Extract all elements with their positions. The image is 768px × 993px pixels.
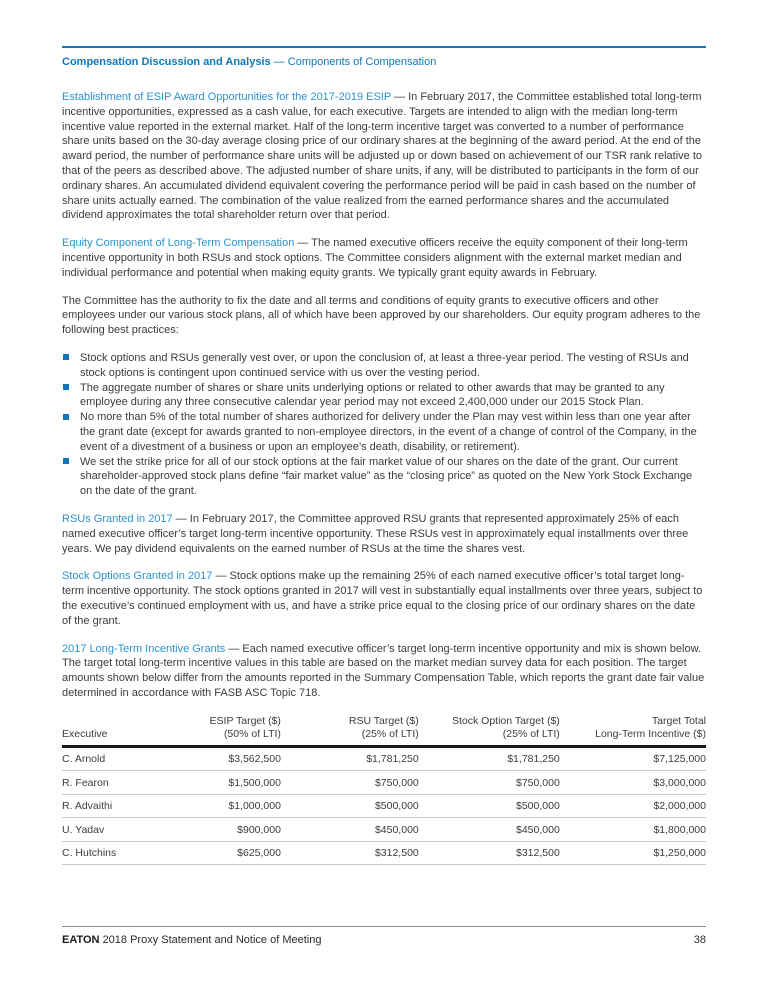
cell-target-total: $1,800,000 bbox=[560, 818, 706, 842]
cell-rsu-target: $1,781,250 bbox=[281, 746, 419, 771]
list-item-text: The aggregate number of shares or share units underlying options or related to other awards that may be granted to any employee during any three consecutive calendar year period may not exceed 2,400,000 under our 2015 Stock Plan. bbox=[80, 381, 665, 409]
cell-executive: R. Advaithi bbox=[62, 794, 171, 818]
column-header-rsu-target bbox=[281, 715, 419, 747]
cell-esip-target: $1,000,000 bbox=[171, 794, 280, 818]
paragraph-body: — In February 2017, the Committee approved RSU grants that represented approximately 25% of each named executive officer’s target long-term incentive opportunity. These RSUs vest in approximately equal installments over three years. We pay dividend equivalents on the earned number of RSUs at the time the shares vest. bbox=[62, 512, 689, 555]
list-item bbox=[62, 381, 706, 411]
paragraph-body: The Committee has the authority to fix the date and all terms and conditions of equity grants to executive officers and other employees under our various stock plans, all of which have been approved by our shareholders. Our equity program adheres to the following best practices: bbox=[62, 294, 701, 337]
list-item-text: No more than 5% of the total number of shares authorized for delivery under the Plan may vest within less than one year after the grant date (except for awards granted to non-employee directors, in the event of a change of control of the Company, in the event of a divestment of a business or upon an employee’s death, disability, or retirement). bbox=[80, 411, 697, 453]
column-header-text: Executive bbox=[62, 727, 108, 740]
list-item bbox=[62, 455, 706, 499]
column-header-text: RSU Target ($) bbox=[348, 714, 419, 727]
paragraph-lead: Stock Options Granted in 2017 bbox=[62, 570, 213, 583]
paragraph-lead: Establishment of ESIP Award Opportunities for the 2017-2019 ESIP bbox=[62, 91, 391, 103]
cell-option-target: $1,781,250 bbox=[419, 746, 560, 771]
column-header-option-target bbox=[419, 715, 560, 747]
page-content bbox=[62, 0, 706, 865]
cell-esip-target: $900,000 bbox=[171, 818, 280, 842]
column-header-text: (50% of LTI) bbox=[223, 727, 281, 740]
cell-option-target: $450,000 bbox=[419, 818, 560, 842]
footer-left bbox=[62, 934, 321, 946]
column-header-executive bbox=[62, 715, 171, 747]
bullet-square-icon bbox=[63, 384, 69, 390]
page-footer bbox=[62, 926, 706, 946]
footer-text: 2018 Proxy Statement and Notice of Meeting bbox=[102, 934, 322, 946]
cell-esip-target: $3,562,500 bbox=[171, 746, 280, 771]
column-header-text: (25% of LTI) bbox=[361, 727, 419, 740]
paragraph-equity-component bbox=[62, 236, 706, 280]
section-subtitle: — Components of Compensation bbox=[273, 56, 437, 68]
column-header-esip-target bbox=[171, 715, 280, 747]
paragraph-stock-options-granted bbox=[62, 569, 706, 628]
running-header bbox=[62, 55, 706, 69]
column-header-text: Stock Option Target ($) bbox=[452, 714, 560, 727]
paragraph-lti-grants bbox=[62, 642, 706, 701]
best-practices-list bbox=[62, 351, 706, 499]
paragraph-body: — Stock options make up the remaining 25% of each named executive officer’s total target long-term incentive opportunity. The stock options granted in 2017 will vest in substantially equal installments over three years, subject to the executive’s continued employment with us, and have a strike price equal to the closing price of our ordinary shares on the date of the grant. bbox=[62, 570, 703, 627]
table-row bbox=[62, 746, 706, 771]
lti-grants-table bbox=[62, 715, 706, 866]
paragraph-lead: Equity Component of Long-Term Compensation bbox=[62, 237, 295, 250]
column-header-text: Target Total bbox=[651, 714, 706, 727]
cell-target-total: $2,000,000 bbox=[560, 794, 706, 818]
table-row bbox=[62, 771, 706, 795]
cell-esip-target: $625,000 bbox=[171, 841, 280, 865]
cell-option-target: $500,000 bbox=[419, 794, 560, 818]
list-item-text: Stock options and RSUs generally vest over, or upon the conclusion of, at least a three-year period. The vesting of RSUs and stock options is contingent upon continued service with us over the vesting period. bbox=[80, 351, 689, 379]
column-header-text: (25% of LTI) bbox=[502, 727, 560, 740]
cell-executive: U. Yadav bbox=[62, 818, 171, 842]
cell-target-total: $7,125,000 bbox=[560, 746, 706, 771]
cell-target-total: $3,000,000 bbox=[560, 771, 706, 795]
header-rule bbox=[62, 46, 706, 48]
page-number: 38 bbox=[693, 934, 706, 946]
paragraph-esip-establishment bbox=[62, 90, 706, 223]
column-header-text: ESIP Target ($) bbox=[209, 714, 281, 727]
cell-executive: C. Arnold bbox=[62, 746, 171, 771]
cell-option-target: $750,000 bbox=[419, 771, 560, 795]
paragraph-rsus-granted bbox=[62, 512, 706, 556]
column-header-target-total bbox=[560, 715, 706, 747]
table-row bbox=[62, 794, 706, 818]
list-item-text: We set the strike price for all of our stock options at the fair market value of our shares on the date of the grant. Our current shareholder-approved stock plans define “fair market value” as the “closing price” as quoted on the New York Stock Exchange on the date of the grant. bbox=[80, 455, 693, 498]
paragraph-body: — Each named executive officer’s target long-term incentive opportunity and mix is shown below. The target total long-term incentive values in this table are based on the market median survey data for each position. The target amounts shown below differ from the amounts reported in the Summary Compensation Table, which reports the grant date fair value determined in accordance with FASB ASC Topic 718. bbox=[62, 642, 705, 699]
cell-option-target: $312,500 bbox=[419, 841, 560, 865]
column-header-text: Long-Term Incentive ($) bbox=[595, 727, 706, 740]
cell-executive: R. Fearon bbox=[62, 771, 171, 795]
paragraph-body: — In February 2017, the Committee established total long-term incentive opportunities, expressed as a cash value, for each executive. Targets are intended to align with the median long-term incentive value reported in the external market. Half of the long-term incentive target was converted to a number of performance share units based on the 30-day average closing price of our ordinary shares at the beginning of the award period. At the end of the award period, the number of performance share units will be adjusted up or down based on achievement of our TSR rank relative to that of the peers as described above. The adjusted number of share units, if any, will be distributed to participants in the form of our ordinary shares. An accumulated dividend equivalent covering the performance period will be paid in cash based on the number of share units actually earned. The combination of the value realized from the earned performance shares and the accumulated dividend approximates the total shareholder return over that period. bbox=[62, 91, 702, 222]
section-title: Compensation Discussion and Analysis bbox=[62, 56, 271, 68]
cell-esip-target: $1,500,000 bbox=[171, 771, 280, 795]
paragraph-body: — The named executive officers receive the equity component of their long-term incentive opportunity in both RSUs and stock options. The Committee considers alignment with the external market median and individual performance and potential when making equity grants. We typically grant equity awards in February. bbox=[62, 237, 688, 279]
bullet-square-icon bbox=[63, 414, 69, 420]
brand-name: EATON bbox=[62, 934, 100, 946]
cell-rsu-target: $312,500 bbox=[281, 841, 419, 865]
paragraph-committee-authority bbox=[62, 294, 706, 338]
list-item bbox=[62, 410, 706, 454]
bullet-square-icon bbox=[63, 458, 69, 464]
cell-executive: C. Hutchins bbox=[62, 841, 171, 865]
cell-rsu-target: $450,000 bbox=[281, 818, 419, 842]
table-row bbox=[62, 818, 706, 842]
bullet-square-icon bbox=[63, 354, 69, 360]
cell-rsu-target: $500,000 bbox=[281, 794, 419, 818]
paragraph-lead: RSUs Granted in 2017 bbox=[62, 512, 173, 525]
table-row bbox=[62, 841, 706, 865]
cell-rsu-target: $750,000 bbox=[281, 771, 419, 795]
paragraph-lead: 2017 Long-Term Incentive Grants bbox=[62, 642, 226, 655]
table-header-row bbox=[62, 715, 706, 747]
cell-target-total: $1,250,000 bbox=[560, 841, 706, 865]
list-item bbox=[62, 351, 706, 381]
